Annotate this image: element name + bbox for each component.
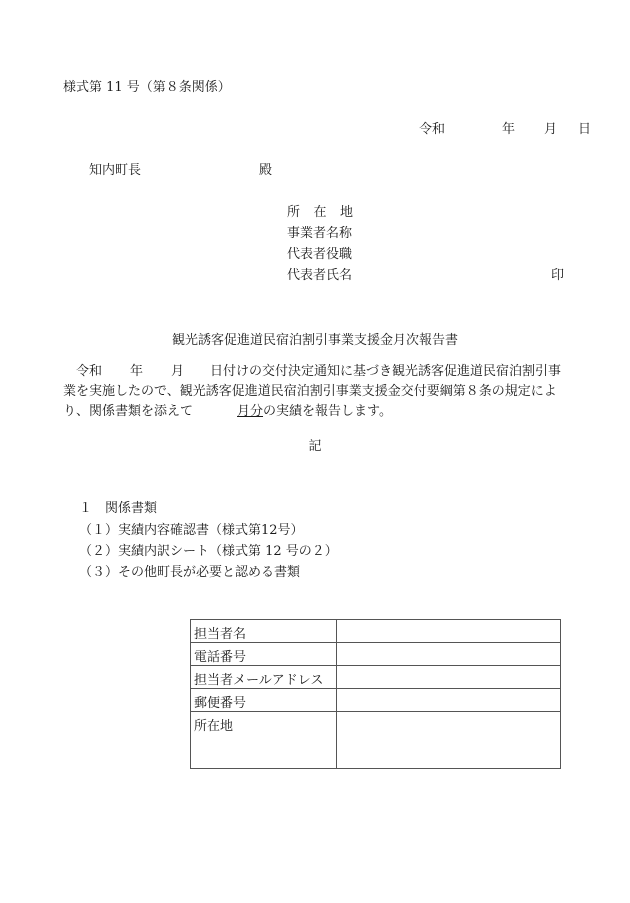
applicant-business-name-label: 事業者名称 [287, 226, 353, 241]
addressee-name: 知内町長 [89, 163, 142, 178]
table-row [191, 643, 561, 666]
seal-mark: 印 [551, 268, 565, 283]
date-line [419, 123, 591, 136]
date-month: 月 [543, 122, 557, 137]
contact-label: 郵便番号 [191, 689, 337, 712]
date-day: 日 [577, 122, 591, 137]
contact-value-field[interactable] [337, 712, 561, 769]
body-text-1: 日付けの交付決定通知に基づき観光誘客促進道民宿泊割引事業を実施したので、観光誘客促進道民宿泊割引事業支援金交付要綱第８条の規定により、関係書類を添えて [63, 364, 562, 419]
contact-value-field[interactable] [337, 666, 561, 689]
contact-label: 所在地 [191, 712, 337, 769]
contact-value-field[interactable] [337, 643, 561, 666]
body-text-2: の実績を報告します。 [263, 404, 392, 419]
table-row [191, 620, 561, 643]
table-row [191, 666, 561, 689]
contact-label: 担当者メールアドレス [191, 666, 337, 689]
ki-heading: 記 [308, 439, 322, 454]
list-item: （１）実績内容確認書（様式第12号） [79, 523, 304, 538]
contact-value-field[interactable] [337, 689, 561, 712]
applicant-rep-position-label: 代表者役職 [287, 247, 353, 262]
addressee-honorific: 殿 [259, 163, 273, 178]
contact-label: 担当者名 [191, 620, 337, 643]
month-fill-blank: 月分 [237, 404, 264, 419]
date-era: 令和 [419, 122, 446, 137]
contact-table [190, 619, 561, 769]
body-year: 年 [130, 364, 144, 379]
body-paragraph [63, 362, 571, 422]
date-year: 年 [501, 122, 515, 137]
list-item: （２）実績内訳シート（様式第 12 号の２） [79, 544, 338, 559]
document-title: 観光誘客促進道民宿泊割引事業支援金月次報告書 [171, 333, 458, 348]
form-number: 様式第 11 号（第８条関係） [63, 80, 231, 95]
table-row [191, 712, 561, 769]
applicant-rep-name-label: 代表者氏名 [287, 268, 353, 283]
body-era: 令和 [76, 364, 103, 379]
body-month: 月 [171, 364, 185, 379]
list-item: （３）その他町長が必要と認める書類 [79, 565, 301, 580]
table-row [191, 689, 561, 712]
applicant-address-label: 所在地 [287, 205, 353, 220]
contact-label: 電話番号 [191, 643, 337, 666]
section-title: １ 関係書類 [79, 501, 158, 516]
contact-value-field[interactable] [337, 620, 561, 643]
